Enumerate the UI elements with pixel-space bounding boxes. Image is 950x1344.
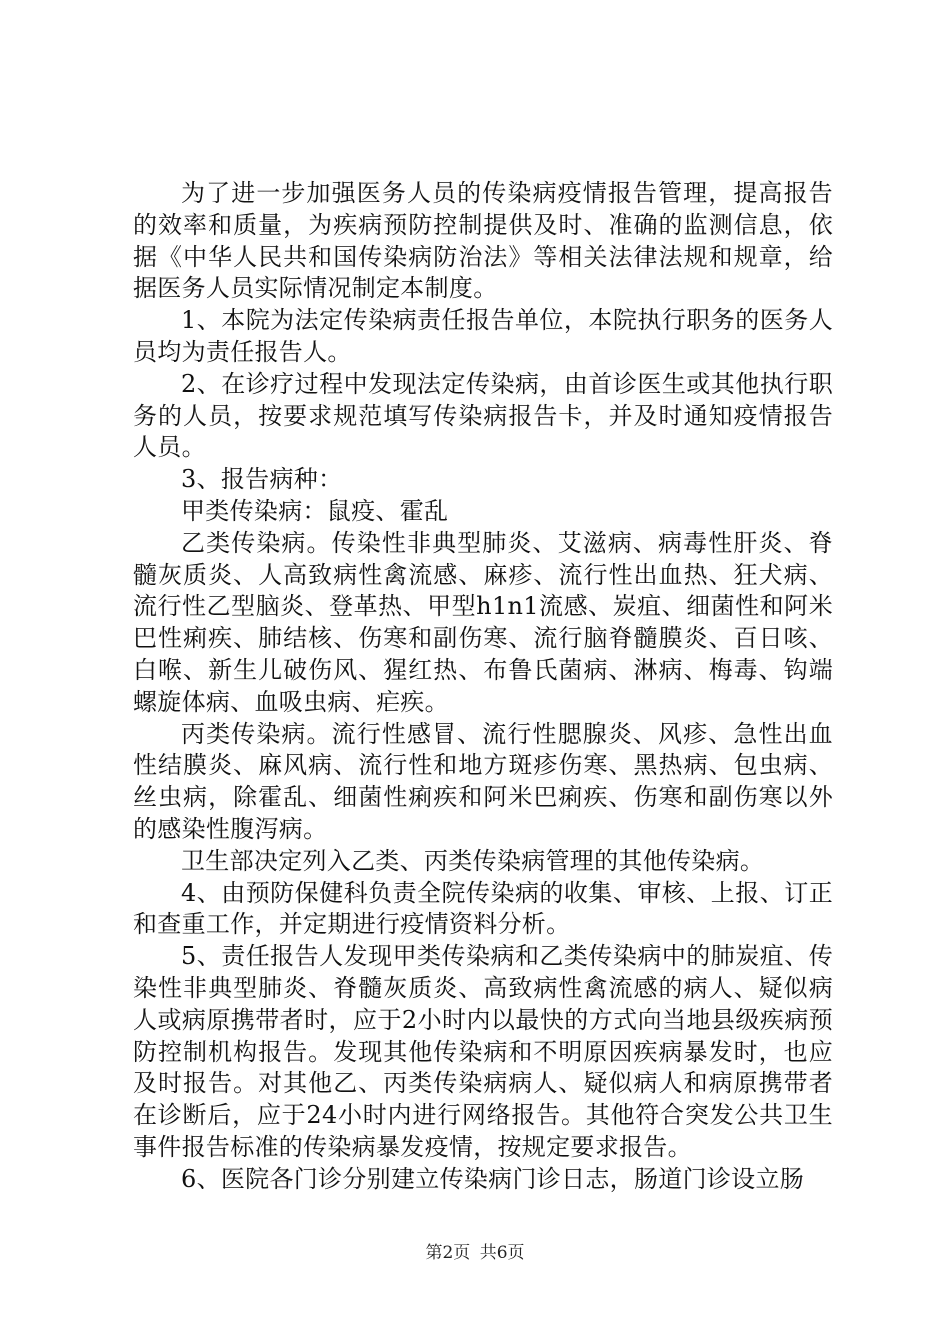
page-total: 共6页	[479, 1243, 525, 1263]
page-number: 第2页	[425, 1243, 471, 1263]
clause-5-paragraph: 5、责任报告人发现甲类传染病和乙类传染病中的肺炭疽、传染性非典型肺炎、脊髓灰质炎、高致病性禽流感的病人、疑似病人或病原携带者时，应于2小时内以最快的方式向当地县级疾病预防控制机构报告。发现其他传染病和不明原因疾病暴发时，也应及时报告。对其他乙、丙类传染病病人、疑似病人和病原携带者在诊断后，应于24小时内进行网络报告。其他符合突发公共卫生事件报告标准的传染病暴发疫情，按规定要求报告。	[133, 942, 833, 1161]
clause-4-paragraph: 4、由预防保健科负责全院传染病的收集、审核、上报、订正和查重工作，并定期进行疫情资料分析。	[133, 878, 833, 939]
class-b-diseases: 乙类传染病。传染性非典型肺炎、艾滋病、病毒性肝炎、脊髓灰质炎、人高致病性禽流感、麻疹、流行性出血热、狂犬病、流行性乙型脑炎、登革热、甲型h1n1流感、炭疽、细菌性和阿米巴性痢疾、肺结核、伤寒和副伤寒、流行脑脊髓膜炎、百日咳、白喉、新生儿破伤风、猩红热、布鲁氏菌病、淋病、梅毒、钩端螺旋体病、血吸虫病、疟疾。	[133, 528, 833, 716]
clause-3-heading: 3、报告病种：	[181, 465, 343, 494]
class-c-diseases: 丙类传染病。流行性感冒、流行性腮腺炎、风疹、急性出血性结膜炎、麻风病、流行性和地方斑疹伤寒、黑热病、包虫病、丝虫病，除霍乱、细菌性痢疾和阿米巴痢疾、伤寒和副伤寒以外的感染性腹泻病。	[133, 719, 833, 843]
document-body	[133, 178, 833, 1196]
clause-1-paragraph: 1、本院为法定传染病责任报告单位，本院执行职务的医务人员均为责任报告人。	[133, 306, 833, 366]
clause-2-paragraph: 2、在诊疗过程中发现法定传染病，由首诊医生或其他执行职务的人员，按要求规范填写传染病报告卡，并及时通知疫情报告人员。	[133, 369, 833, 462]
clause-6-paragraph: 6、医院各门诊分别建立传染病门诊日志，肠道门诊设立肠	[181, 1164, 805, 1193]
intro-paragraph: 为了进一步加强医务人员的传染病疫情报告管理，提高报告的效率和质量，为疾病预防控制提供及时、准确的监测信息，依据《中华人民共和国传染病防治法》等相关法律法规和规章，给据医务人员实际情况制定本制度。	[133, 179, 833, 303]
class-a-diseases: 甲类传染病：鼠疫、霍乱	[181, 496, 449, 525]
page-footer	[0, 1238, 950, 1263]
other-diseases: 卫生部决定列入乙类、丙类传染病管理的其他传染病。	[181, 846, 765, 875]
